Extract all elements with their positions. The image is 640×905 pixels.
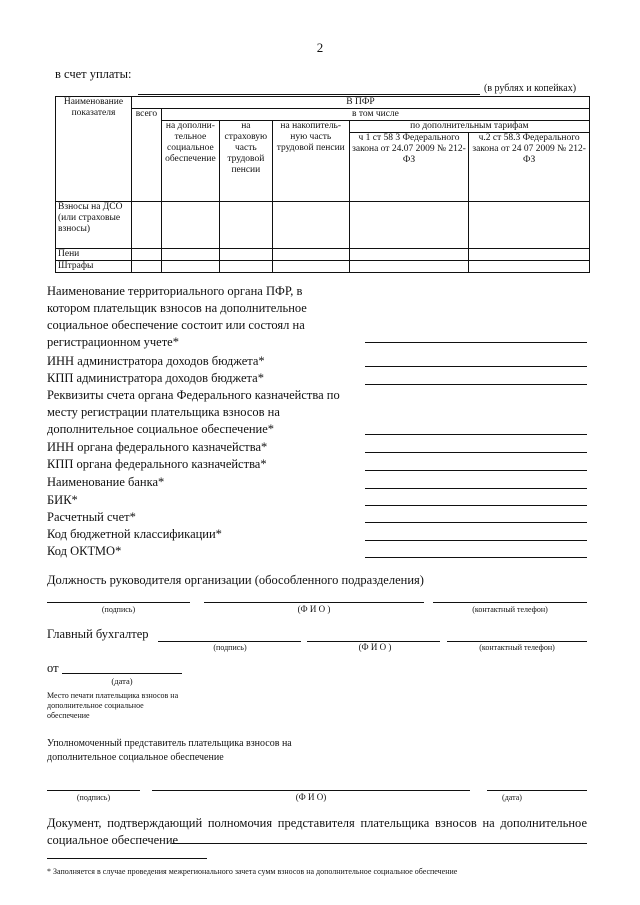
signature-caption: (подпись) xyxy=(213,643,247,652)
row-penalties: Пени xyxy=(56,249,132,261)
col-including: в том числе xyxy=(161,109,589,121)
units-note: (в рублях и копейках) xyxy=(484,83,577,94)
requisite-bik: БИК* xyxy=(47,493,78,507)
cell xyxy=(272,249,349,261)
requisite-inn-admin: ИНН администратора доходов бюджета* xyxy=(47,354,265,368)
authority-document-label: Документ, подтверждающий полномочия представителя плательщика взносов на дополнительное социальное обеспечение xyxy=(47,816,587,847)
col-total: всего xyxy=(131,109,161,202)
footnote-divider xyxy=(47,858,207,859)
document-line[interactable] xyxy=(172,843,587,844)
row-fines: Штрафы xyxy=(56,260,132,272)
requisite-oktmo: Код ОКТМО* xyxy=(47,544,122,558)
fill-line[interactable] xyxy=(365,342,587,343)
cell xyxy=(131,202,161,249)
representative-label: Уполномоченный представитель плательщика взносов на дополнительное социальное обеспечение xyxy=(47,738,292,763)
signature-line[interactable] xyxy=(158,641,301,642)
cell xyxy=(219,202,272,249)
requisite-account: Расчетный счет* xyxy=(47,510,136,524)
date-line[interactable] xyxy=(487,790,587,791)
fill-line[interactable] xyxy=(365,384,587,385)
requisite-kbk: Код бюджетной классификации* xyxy=(47,527,222,541)
requisite-kpp-admin: КПП администратора доходов бюджета* xyxy=(47,371,264,385)
phone-caption: (контактный телефон) xyxy=(479,643,555,652)
signature-line[interactable] xyxy=(47,602,190,603)
col-funded: на накопитель-ную часть трудовой пенсии xyxy=(272,121,349,202)
signature-line[interactable] xyxy=(47,790,140,791)
col-art1: ч 1 ст 58 3 Федерального закона от 24.07 2009 № 212-ФЗ xyxy=(349,133,469,202)
header-line xyxy=(138,94,480,95)
col-indicator: Наименование показателя xyxy=(56,97,132,202)
from-label: от xyxy=(47,661,59,675)
cell xyxy=(272,202,349,249)
cell xyxy=(161,202,219,249)
fill-line[interactable] xyxy=(365,488,587,489)
signature-caption: (подпись) xyxy=(101,605,136,614)
stamp-place: Место печати плательщика взносов на дополнительное социальное обеспечение xyxy=(47,691,179,720)
fill-line[interactable] xyxy=(365,452,587,453)
fill-line[interactable] xyxy=(365,557,587,558)
cell xyxy=(349,260,469,272)
phone-line[interactable] xyxy=(447,641,587,642)
col-additional: по дополнительным тарифам xyxy=(349,121,589,133)
payment-label: в счет уплаты: xyxy=(55,67,132,81)
requisite-bank-name: Наименование банка* xyxy=(47,475,165,489)
fill-line[interactable] xyxy=(365,470,587,471)
fio-caption: (Ф И О ) xyxy=(297,604,331,614)
footnote: * Заполняется в случае проведения межрегионального зачета сумм взносов на дополнительное социальное обеспечение xyxy=(47,867,458,876)
chief-accountant-label: Главный бухгалтер xyxy=(47,627,149,641)
fio-caption: (Ф И О) xyxy=(295,792,327,802)
cell xyxy=(131,249,161,261)
fio-line[interactable] xyxy=(152,790,470,791)
cell xyxy=(161,260,219,272)
contributions-table xyxy=(55,96,590,273)
cell xyxy=(131,260,161,272)
cell xyxy=(272,260,349,272)
col-insurance: на страховую часть трудовой пенсии xyxy=(219,121,272,202)
fill-line[interactable] xyxy=(365,434,587,435)
cell xyxy=(349,202,469,249)
date-line[interactable] xyxy=(62,673,182,674)
cell xyxy=(219,249,272,261)
phone-line[interactable] xyxy=(433,602,587,603)
fio-line[interactable] xyxy=(204,602,424,603)
date-caption: (дата) xyxy=(111,676,133,686)
cell xyxy=(349,249,469,261)
row-contributions: Взносы на ДСО (или страховые взносы) xyxy=(56,202,132,249)
requisite-territorial-body: Наименование территориального органа ПФР, в котором плательщик взносов на дополнительное социальное обеспечение состоит или состоял на регистрационном учете* xyxy=(47,284,307,349)
requisite-inn-treasury: ИНН органа федерального казначейства* xyxy=(47,440,268,454)
requisite-kpp-treasury: КПП органа федерального казначейства* xyxy=(47,457,267,471)
phone-caption: (контактный телефон) xyxy=(472,605,548,614)
requisite-treasury-account: Реквизиты счета органа Федерального казначейства по месту регистрации плательщика взносов на дополнительное социальное обеспечение* xyxy=(47,388,340,436)
cell xyxy=(469,202,590,249)
fio-caption: (Ф И О ) xyxy=(358,642,392,652)
col-dso: на дополни-тельное социальное обеспечение xyxy=(161,121,219,202)
head-title: Должность руководителя организации (обособленного подразделения) xyxy=(47,573,424,587)
fill-line[interactable] xyxy=(365,505,587,506)
page-number: 2 xyxy=(316,40,324,55)
col-art2: ч.2 ст 58.3 Федерального закона от 24 07 2009 № 212-ФЗ xyxy=(469,133,590,202)
signature-caption: (подпись) xyxy=(76,793,111,802)
cell xyxy=(469,249,590,261)
date-caption: (дата) xyxy=(502,793,522,802)
cell xyxy=(469,260,590,272)
col-pfr: В ПФР xyxy=(131,97,589,109)
fill-line[interactable] xyxy=(365,522,587,523)
cell xyxy=(219,260,272,272)
cell xyxy=(161,249,219,261)
fill-line[interactable] xyxy=(365,540,587,541)
fill-line[interactable] xyxy=(365,366,587,367)
